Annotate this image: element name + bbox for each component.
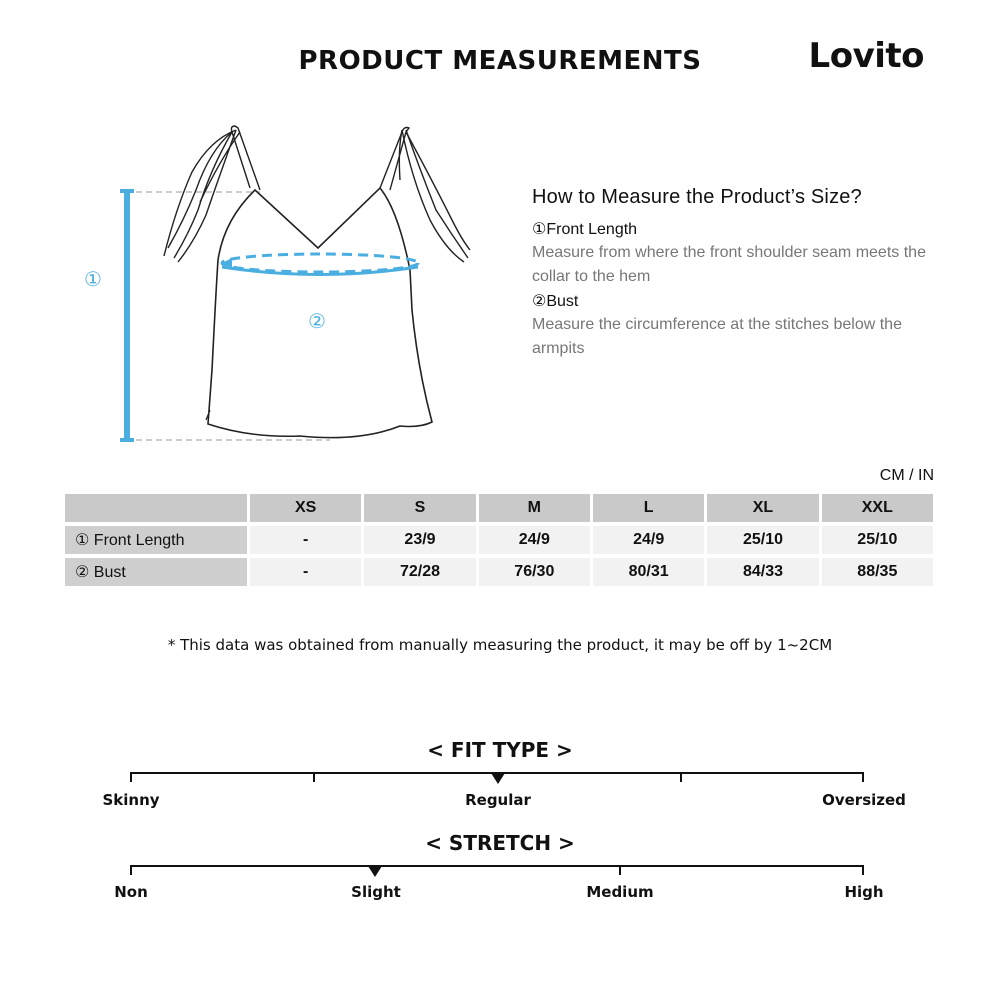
- column-header-l: L: [593, 494, 704, 522]
- stretch-title: < STRETCH >: [425, 831, 575, 855]
- stretch-scale-line: [130, 865, 864, 867]
- front-length-indicator: [120, 189, 134, 442]
- brand-logo: Lovito: [808, 36, 924, 76]
- units-label: CM / IN: [879, 467, 934, 484]
- table-cell: 25/10: [707, 526, 818, 554]
- column-header-s: S: [364, 494, 475, 522]
- column-header-xxl: XXL: [822, 494, 933, 522]
- how-to-heading: How to Measure the Product’s Size?: [532, 186, 862, 208]
- fit-label-skinny: Skinny: [102, 791, 160, 809]
- table-cell: 24/9: [593, 526, 704, 554]
- bust-description: Measure the circumference at the stitches below the armpits: [532, 316, 902, 357]
- table-cell: 25/10: [822, 526, 933, 554]
- column-header-m: M: [479, 494, 590, 522]
- how-to-measure-panel: [532, 186, 932, 363]
- fit-label-regular: Regular: [465, 791, 531, 809]
- fit-type-tick: [680, 772, 682, 782]
- fit-type-tick: [130, 772, 132, 782]
- front-length-title: ①Front Length: [532, 221, 638, 238]
- fit-type-title: < FIT TYPE >: [427, 738, 573, 762]
- table-row: [65, 558, 933, 586]
- stretch-tick: [130, 865, 132, 875]
- bust-marker: ②: [308, 309, 326, 333]
- stretch-label-medium: Medium: [586, 883, 654, 901]
- column-header-xs: XS: [250, 494, 361, 522]
- table-cell: -: [250, 526, 361, 554]
- table-header-corner: [65, 494, 247, 522]
- stretch-marker-icon: [368, 866, 382, 877]
- front-length-marker: ①: [84, 267, 102, 291]
- table-header-row: [65, 494, 933, 522]
- table-cell: -: [250, 558, 361, 586]
- bust-title: ②Bust: [532, 293, 579, 310]
- stretch-label-high: High: [844, 883, 884, 901]
- stretch-tick: [862, 865, 864, 875]
- table-cell: 72/28: [364, 558, 475, 586]
- fit-label-oversized: Oversized: [822, 791, 906, 809]
- row-label-front-length: ① Front Length: [65, 526, 247, 554]
- table-cell: 76/30: [479, 558, 590, 586]
- stretch-label-slight: Slight: [351, 883, 401, 901]
- table-row: [65, 526, 933, 554]
- table-cell: 84/33: [707, 558, 818, 586]
- table-cell: 24/9: [479, 526, 590, 554]
- stretch-tick: [619, 865, 621, 875]
- front-length-description: Measure from where the front shoulder seam meets the collar to the hem: [532, 244, 926, 285]
- column-header-xl: XL: [707, 494, 818, 522]
- row-label-bust: ② Bust: [65, 558, 247, 586]
- fit-type-tick: [313, 772, 315, 782]
- stretch-label-non: Non: [114, 883, 148, 901]
- fit-type-marker-icon: [491, 773, 505, 784]
- size-table: [62, 490, 936, 590]
- table-cell: 23/9: [364, 526, 475, 554]
- garment-illustration: [60, 110, 500, 460]
- table-cell: 80/31: [593, 558, 704, 586]
- camisole-drawing: [60, 110, 500, 460]
- measurement-note: * This data was obtained from manually measuring the product, it may be off by 1~2CM: [167, 636, 833, 654]
- fit-type-tick: [862, 772, 864, 782]
- table-cell: 88/35: [822, 558, 933, 586]
- page-title: PRODUCT MEASUREMENTS: [298, 46, 702, 76]
